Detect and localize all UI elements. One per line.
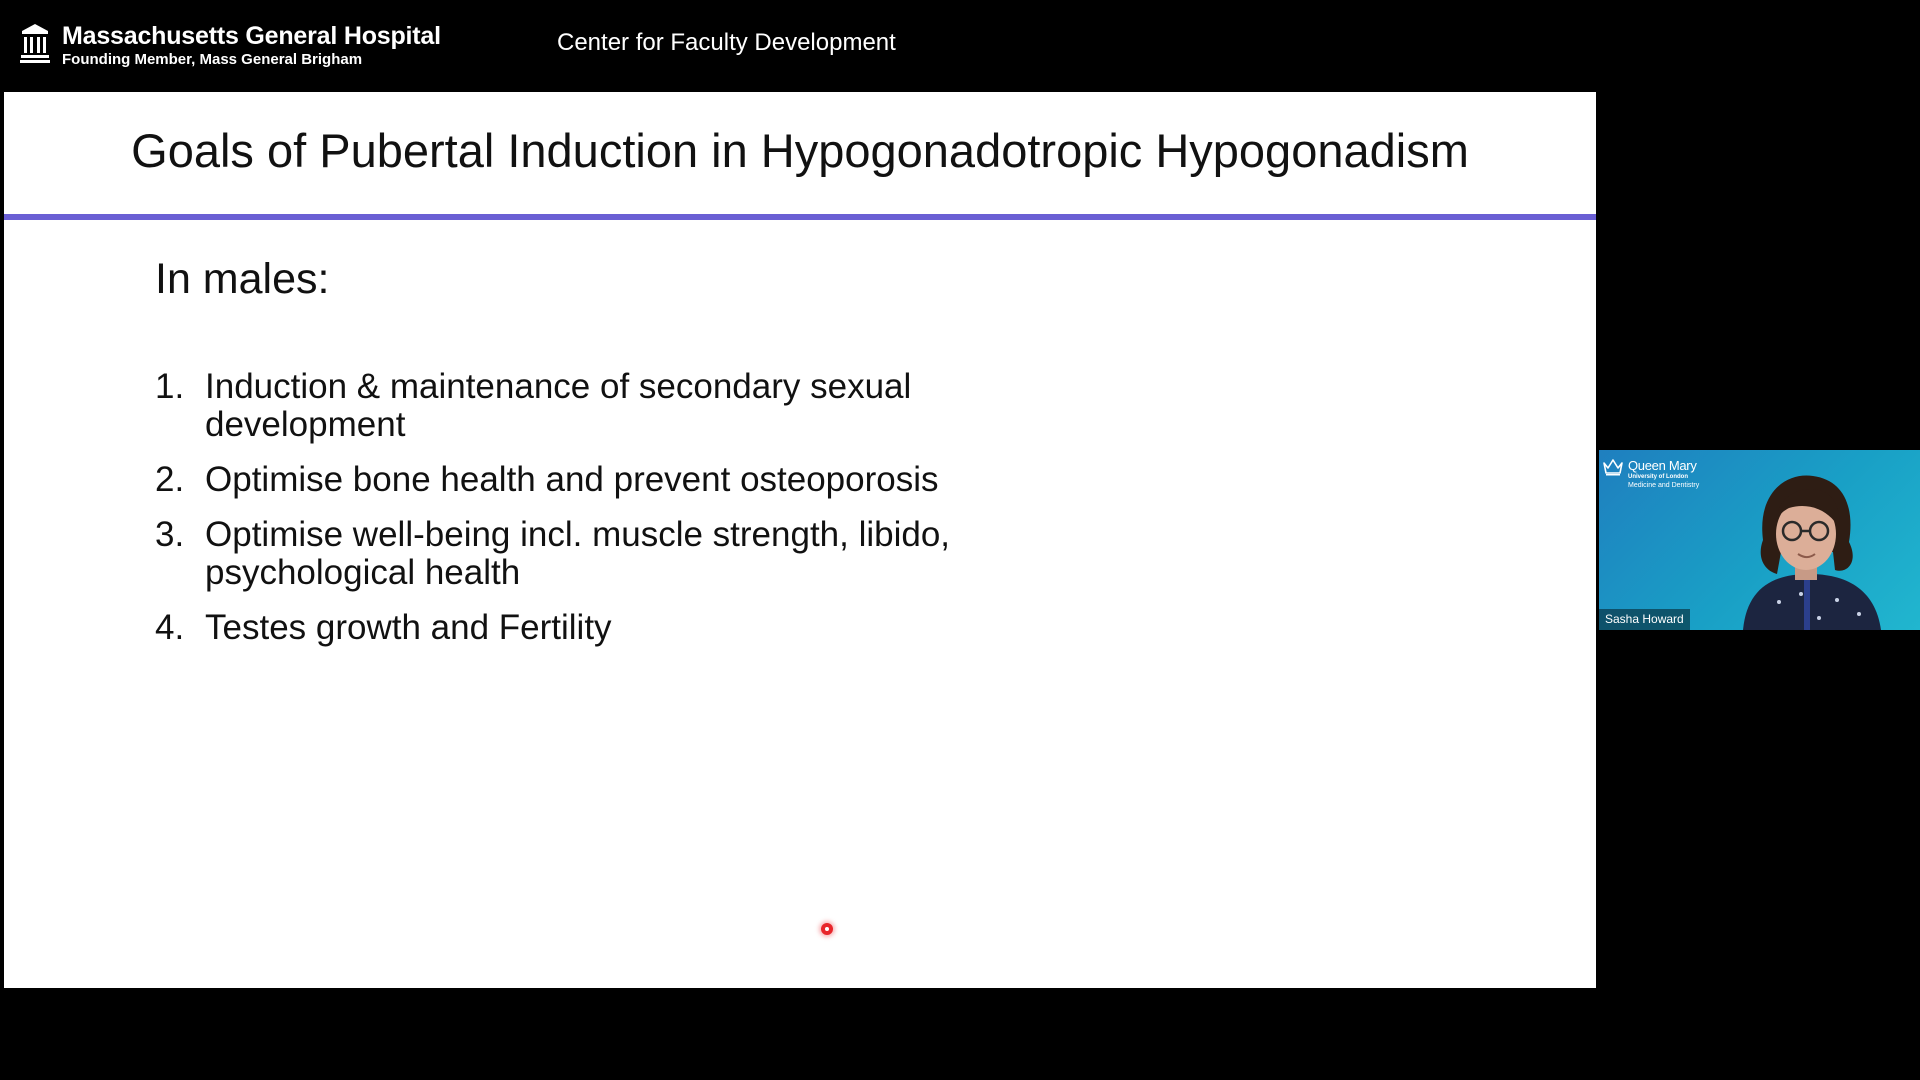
presentation-slide: [4, 92, 1596, 988]
org-name: Massachusetts General Hospital: [62, 22, 441, 50]
background-logo-name: Queen Mary: [1628, 458, 1697, 473]
background-logo: [1603, 458, 1699, 490]
list-item-text: Induction & maintenance of secondary sexual development: [205, 367, 912, 444]
list-item: [155, 461, 1035, 499]
list-item-text: Testes growth and Fertility: [205, 608, 612, 647]
list-item-number: 2.: [155, 460, 185, 499]
center-title: Center for Faculty Development: [557, 29, 896, 56]
background-logo-sub2: Medicine and Dentistry: [1628, 482, 1700, 489]
laser-pointer: [821, 923, 833, 935]
background-logo-sub1: University of London: [1628, 474, 1688, 480]
title-divider: [4, 214, 1596, 220]
goal-list: [155, 368, 1035, 664]
list-item: [155, 516, 1035, 592]
slide-subhead: In males:: [155, 255, 330, 303]
hospital-columns-icon: [20, 23, 50, 63]
list-item-text: Optimise bone health and prevent osteoporosis: [205, 460, 939, 499]
org-subtitle: Founding Member, Mass General Brigham: [62, 51, 363, 68]
list-item: [155, 368, 1035, 444]
list-item-text: Optimise well-being incl. muscle strength, libido, psychological health: [205, 515, 951, 592]
participant-name-label: Sasha Howard: [1599, 609, 1690, 630]
list-item-number: 1.: [155, 367, 185, 406]
presentation-header: [0, 0, 1920, 90]
list-item-number: 4.: [155, 608, 185, 647]
participant-video-tile[interactable]: [1599, 450, 1920, 630]
hospital-logo: [20, 22, 441, 69]
crown-icon: [1603, 458, 1623, 476]
slide-title: Goals of Pubertal Induction in Hypogonadotropic Hypogonadism: [131, 124, 1469, 177]
participant-video-feed: [1709, 470, 1909, 630]
list-item-number: 3.: [155, 515, 185, 554]
list-item: [155, 609, 1035, 647]
